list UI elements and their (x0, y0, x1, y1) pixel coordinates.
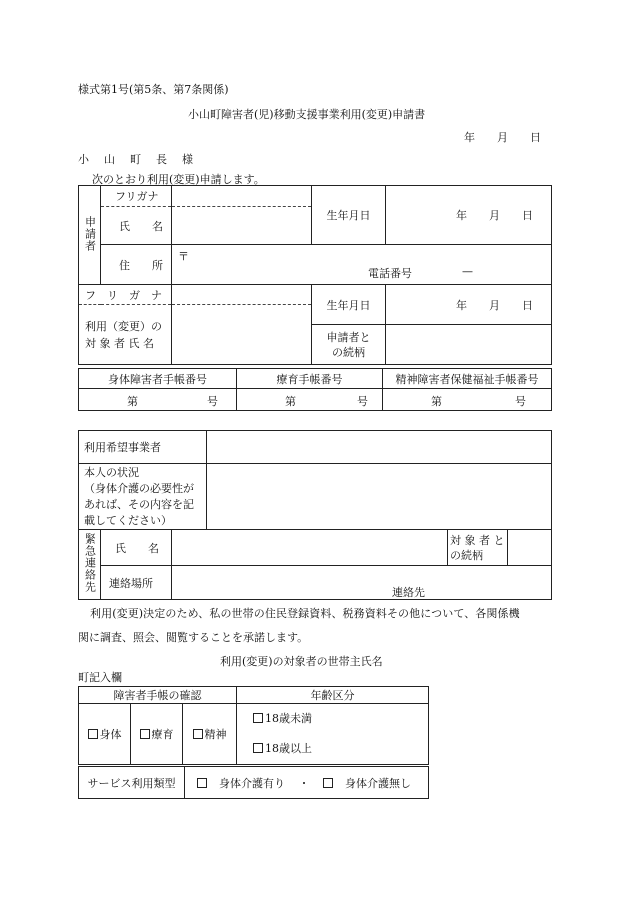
emergency-place-label: 連絡場所 (101, 566, 172, 600)
subject-furigana-label: フ リ ガ ナ (79, 285, 172, 305)
applicant-group-label: 申請者 (79, 186, 101, 285)
checkbox-icon[interactable] (193, 729, 203, 739)
mental-handbook-label: 精神障害者保健福祉手帳番号 (383, 369, 552, 389)
subject-relation-label: 申請者と の続柄 (312, 325, 386, 365)
separator: ・ (298, 776, 310, 790)
addressee: 小 山 町 長 様 (78, 153, 195, 166)
emergency-place-field[interactable] (172, 566, 552, 600)
physical-handbook-label: 身体障害者手帳番号 (79, 369, 237, 389)
phone-dash: — (462, 265, 473, 278)
applicant-address-label: 住 所 (101, 245, 172, 285)
applicant-address-field[interactable] (172, 245, 552, 285)
form-number: 様式第1号(第5条、第7条関係) (78, 83, 229, 96)
provider-field[interactable] (207, 431, 552, 464)
applicant-birth-label: 生年月日 (312, 186, 386, 245)
provider-table (78, 430, 552, 530)
subject-name-label: 利用（変更）の 対 象 者 氏 名 (79, 305, 172, 365)
checkbox-icon[interactable] (253, 743, 263, 753)
contact-label: 連絡先 (392, 586, 425, 599)
ryoiku-handbook-label: 療育手帳番号 (237, 369, 383, 389)
checkbox-icon[interactable] (88, 729, 98, 739)
check-ryoiku[interactable]: 療育 (131, 704, 183, 765)
emergency-relation-field[interactable] (508, 530, 552, 566)
applicant-furigana-label: フリガナ (101, 186, 172, 207)
applicant-birth-field[interactable]: 年 月 日 (386, 186, 552, 245)
checkbox-icon[interactable] (197, 778, 207, 788)
handbook-table (78, 368, 552, 411)
applicant-furigana-field[interactable] (172, 186, 312, 207)
mental-handbook-number[interactable]: 第 号 (383, 389, 552, 411)
postal-mark: 〒 (178, 250, 189, 263)
physical-handbook-number[interactable]: 第 号 (79, 389, 237, 411)
service-type-table (78, 766, 429, 799)
handbook-check-label: 障害者手帳の確認 (79, 687, 237, 704)
emergency-table (78, 529, 552, 600)
householder-label: 利用(変更)の対象者の世帯主氏名 (220, 655, 383, 668)
subject-birth-label: 生年月日 (312, 285, 386, 325)
status-label: 本人の状況 （身体介護の必要性が あれば、その内容を記 載してください） (79, 464, 207, 530)
office-section-label: 町記入欄 (78, 671, 122, 684)
subject-furigana-field[interactable] (172, 285, 312, 305)
consent-line-2: 関に調査、照会、閲覧することを承諾します。 (78, 631, 309, 644)
intro-text: 次のとおり利用(変更)申請します。 (92, 173, 265, 186)
emergency-name-label: 氏 名 (101, 530, 172, 566)
check-mental[interactable]: 精神 (183, 704, 237, 765)
checkbox-icon[interactable] (323, 778, 333, 788)
ryoiku-handbook-number[interactable]: 第 号 (237, 389, 383, 411)
subject-relation-field[interactable] (386, 325, 552, 365)
age-category-label: 年齢区分 (237, 687, 429, 704)
application-date[interactable]: 年 月 日 (464, 131, 541, 144)
applicant-name-field[interactable] (172, 207, 312, 245)
subject-name-field[interactable] (172, 305, 312, 365)
consent-line-1: 利用(変更)決定のため、私の世帯の住民登録資料、税務資料その他について、各関係機 (90, 607, 520, 620)
service-type-label: サービス利用類型 (79, 767, 185, 799)
phone-label: 電話番号 (368, 267, 412, 280)
age-over-18[interactable]: 18歳以上 (253, 734, 428, 764)
emergency-group-label: 緊急連絡先 (79, 530, 101, 600)
emergency-relation-label: 対 象 者 と の続柄 (448, 530, 508, 566)
age-under-18[interactable]: 18歳未満 (253, 704, 428, 734)
care-no-option[interactable]: 身体介護無し (323, 777, 411, 790)
checkbox-icon[interactable] (253, 713, 263, 723)
check-physical[interactable]: 身体 (79, 704, 131, 765)
subject-birth-field[interactable]: 年 月 日 (386, 285, 552, 325)
status-field[interactable] (207, 464, 552, 530)
provider-label: 利用希望事業者 (79, 431, 207, 464)
checkbox-icon[interactable] (140, 729, 150, 739)
care-yes-option[interactable]: 身体介護有り (197, 777, 285, 790)
applicant-name-label: 氏 名 (101, 207, 172, 245)
emergency-name-field[interactable] (172, 530, 448, 566)
form-title: 小山町障害者(児)移動支援事業利用(変更)申請書 (188, 108, 426, 121)
age-options (237, 704, 429, 765)
office-table (78, 686, 429, 765)
service-type-options (185, 767, 429, 799)
applicant-table (78, 185, 552, 365)
